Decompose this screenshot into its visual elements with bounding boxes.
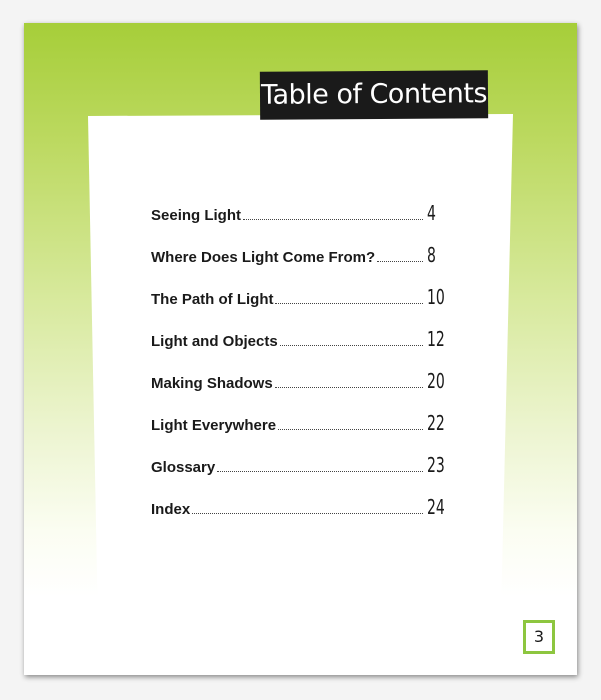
toc-entry-light-everywhere[interactable] <box>151 393 451 435</box>
toc-entry-title: Seeing Light <box>151 207 241 224</box>
dot-leader <box>217 471 423 472</box>
toc-entry-making-shadows[interactable] <box>151 351 451 393</box>
toc-entry-page: 23 <box>427 453 445 477</box>
dot-leader <box>280 345 423 346</box>
toc-entry-title: Index <box>151 501 191 518</box>
book-page <box>24 23 577 675</box>
toc-entry-page: 24 <box>427 495 445 519</box>
table-of-contents <box>151 183 451 519</box>
toc-entry-index[interactable] <box>151 477 451 519</box>
dot-leader <box>275 303 423 304</box>
toc-entry-title: Making Shadows <box>151 375 273 392</box>
toc-entry-page: 22 <box>427 411 445 435</box>
toc-entry-where-does-light-come-from[interactable] <box>151 225 451 267</box>
toc-entry-title: Where Does Light Come From? <box>151 249 376 266</box>
dot-leader <box>377 261 423 262</box>
toc-entry-glossary[interactable] <box>151 435 451 477</box>
dot-leader <box>278 429 423 430</box>
dot-leader <box>243 219 423 220</box>
toc-entry-page: 20 <box>427 369 445 393</box>
page-title: Table of Contents <box>260 70 488 120</box>
page-number-badge: 3 <box>523 620 555 654</box>
toc-entry-path-of-light[interactable] <box>151 267 451 309</box>
toc-entry-page: 8 <box>427 243 436 267</box>
toc-entry-page: 10 <box>427 285 445 309</box>
toc-entry-page: 4 <box>427 201 436 225</box>
dot-leader <box>275 387 423 388</box>
dot-leader <box>192 513 423 514</box>
toc-entry-page: 12 <box>427 327 445 351</box>
toc-entry-title: The Path of Light <box>151 291 274 308</box>
toc-entry-title: Glossary <box>151 459 216 476</box>
toc-entry-title: Light and Objects <box>151 333 278 350</box>
toc-entry-seeing-light[interactable] <box>151 183 451 225</box>
toc-entry-title: Light Everywhere <box>151 417 277 434</box>
toc-entry-light-and-objects[interactable] <box>151 309 451 351</box>
